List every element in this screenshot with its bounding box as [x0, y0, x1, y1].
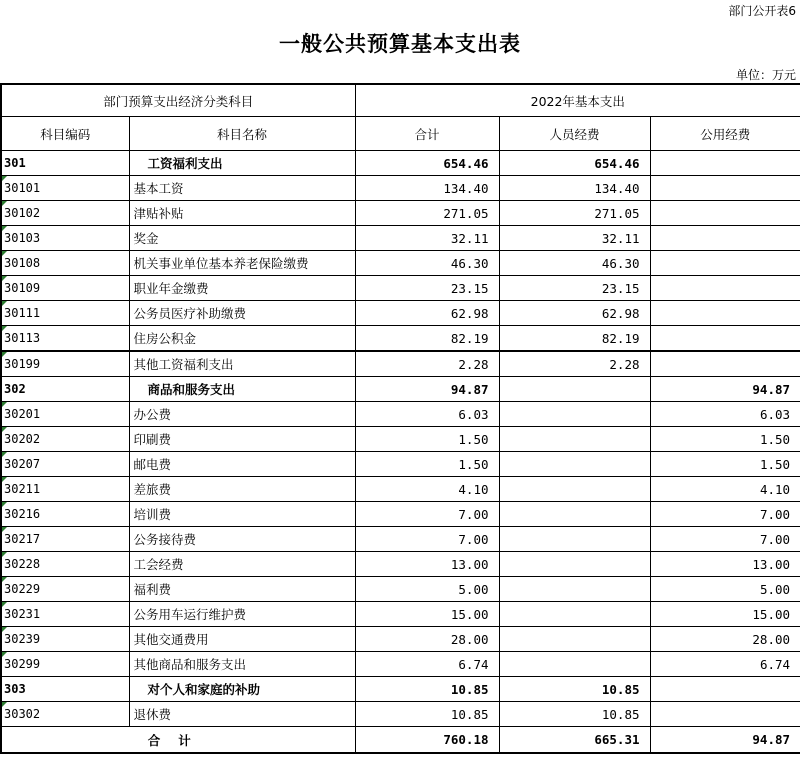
row-total: 15.00 — [355, 602, 499, 627]
cell-marker-icon — [2, 502, 7, 507]
row-code: 30302 — [1, 702, 129, 727]
row-code: 30217 — [1, 527, 129, 552]
row-code: 30108 — [1, 251, 129, 276]
row-code: 30111 — [1, 301, 129, 326]
row-name: 邮电费 — [129, 452, 355, 477]
cell-marker-icon — [2, 326, 7, 331]
row-total: 23.15 — [355, 276, 499, 301]
cell-marker-icon — [2, 652, 7, 657]
cell-marker-icon — [2, 552, 7, 557]
row-personnel: 46.30 — [499, 251, 650, 276]
row-total: 6.03 — [355, 402, 499, 427]
cell-marker-icon — [2, 427, 7, 432]
cell-marker-icon — [2, 452, 7, 457]
row-total: 2.28 — [355, 351, 499, 377]
row-personnel — [499, 627, 650, 652]
row-code: 30299 — [1, 652, 129, 677]
row-total: 94.87 — [355, 377, 499, 402]
row-public — [650, 251, 800, 276]
header-total: 合计 — [355, 117, 499, 151]
row-name: 差旅费 — [129, 477, 355, 502]
row-public — [650, 677, 800, 702]
header-public: 公用经费 — [650, 117, 800, 151]
row-name: 其他工资福利支出 — [129, 351, 355, 377]
row-total: 1.50 — [355, 452, 499, 477]
category-row — [1, 151, 800, 176]
row-public: 7.00 — [650, 502, 800, 527]
table-row — [1, 326, 800, 352]
total-label: 合计 — [1, 727, 355, 754]
row-name: 福利费 — [129, 577, 355, 602]
row-code: 30207 — [1, 452, 129, 477]
row-personnel — [499, 377, 650, 402]
row-code: 30231 — [1, 602, 129, 627]
row-personnel: 82.19 — [499, 326, 650, 352]
row-total: 7.00 — [355, 527, 499, 552]
row-code: 303 — [1, 677, 129, 702]
row-code: 30109 — [1, 276, 129, 301]
row-name: 工会经费 — [129, 552, 355, 577]
row-personnel — [499, 577, 650, 602]
row-total: 28.00 — [355, 627, 499, 652]
row-code: 302 — [1, 377, 129, 402]
table-row — [1, 251, 800, 276]
row-public: 94.87 — [650, 377, 800, 402]
category-row — [1, 377, 800, 402]
row-total: 62.98 — [355, 301, 499, 326]
row-public — [650, 176, 800, 201]
row-public: 13.00 — [650, 552, 800, 577]
row-public — [650, 326, 800, 352]
table-row — [1, 201, 800, 226]
header-code: 科目编码 — [1, 117, 129, 151]
table-row — [1, 301, 800, 326]
row-name: 住房公积金 — [129, 326, 355, 352]
row-code: 301 — [1, 151, 129, 176]
row-code: 30103 — [1, 226, 129, 251]
table-row — [1, 402, 800, 427]
row-name: 商品和服务支出 — [129, 377, 355, 402]
row-name: 其他商品和服务支出 — [129, 652, 355, 677]
table-row — [1, 477, 800, 502]
row-public — [650, 351, 800, 377]
row-name: 公务用车运行维护费 — [129, 602, 355, 627]
table-row — [1, 276, 800, 301]
row-code: 30239 — [1, 627, 129, 652]
table-row — [1, 627, 800, 652]
row-total: 7.00 — [355, 502, 499, 527]
row-code: 30113 — [1, 326, 129, 352]
row-name: 公务接待费 — [129, 527, 355, 552]
table-row — [1, 502, 800, 527]
row-public — [650, 702, 800, 727]
row-personnel: 10.85 — [499, 677, 650, 702]
row-name: 公务员医疗补助缴费 — [129, 301, 355, 326]
row-public — [650, 276, 800, 301]
row-total: 134.40 — [355, 176, 499, 201]
row-personnel: 271.05 — [499, 201, 650, 226]
row-personnel — [499, 602, 650, 627]
row-total: 10.85 — [355, 677, 499, 702]
row-code: 30202 — [1, 427, 129, 452]
cell-marker-icon — [2, 276, 7, 281]
row-personnel: 2.28 — [499, 351, 650, 377]
row-total: 6.74 — [355, 652, 499, 677]
total-personnel: 665.31 — [499, 727, 650, 754]
row-personnel — [499, 427, 650, 452]
row-code: 30228 — [1, 552, 129, 577]
row-personnel — [499, 527, 650, 552]
table-body — [1, 151, 800, 727]
row-total: 13.00 — [355, 552, 499, 577]
table-row — [1, 552, 800, 577]
row-personnel — [499, 502, 650, 527]
row-personnel: 134.40 — [499, 176, 650, 201]
category-row — [1, 677, 800, 702]
row-personnel: 23.15 — [499, 276, 650, 301]
row-name: 奖金 — [129, 226, 355, 251]
row-name: 工资福利支出 — [129, 151, 355, 176]
header-personnel: 人员经费 — [499, 117, 650, 151]
row-public — [650, 226, 800, 251]
cell-marker-icon — [2, 527, 7, 532]
budget-table — [0, 83, 800, 754]
row-name: 培训费 — [129, 502, 355, 527]
row-personnel — [499, 477, 650, 502]
row-total: 1.50 — [355, 427, 499, 452]
table-row — [1, 577, 800, 602]
row-total: 4.10 — [355, 477, 499, 502]
table-row — [1, 452, 800, 477]
table-row — [1, 427, 800, 452]
table-header-row-2 — [1, 117, 800, 151]
row-public — [650, 151, 800, 176]
row-public: 1.50 — [650, 427, 800, 452]
row-personnel: 62.98 — [499, 301, 650, 326]
row-name: 基本工资 — [129, 176, 355, 201]
cell-marker-icon — [2, 352, 7, 357]
cell-marker-icon — [2, 301, 7, 306]
row-personnel — [499, 452, 650, 477]
row-code: 30101 — [1, 176, 129, 201]
row-name: 办公费 — [129, 402, 355, 427]
row-name: 津贴补贴 — [129, 201, 355, 226]
header-name: 科目名称 — [129, 117, 355, 151]
row-name: 印刷费 — [129, 427, 355, 452]
row-name: 其他交通费用 — [129, 627, 355, 652]
cell-marker-icon — [2, 702, 7, 707]
cell-marker-icon — [2, 176, 7, 181]
row-public: 7.00 — [650, 527, 800, 552]
row-code: 30199 — [1, 351, 129, 377]
row-public: 28.00 — [650, 627, 800, 652]
cell-marker-icon — [2, 477, 7, 482]
table-header-row-1 — [1, 84, 800, 117]
row-code: 30211 — [1, 477, 129, 502]
row-personnel: 32.11 — [499, 226, 650, 251]
row-personnel — [499, 402, 650, 427]
cell-marker-icon — [2, 201, 7, 206]
row-total: 5.00 — [355, 577, 499, 602]
cell-marker-icon — [2, 627, 7, 632]
table-row — [1, 226, 800, 251]
row-public: 4.10 — [650, 477, 800, 502]
row-code: 30102 — [1, 201, 129, 226]
row-name: 退休费 — [129, 702, 355, 727]
header-category: 部门预算支出经济分类科目 — [1, 84, 355, 117]
unit-label: 单位：万元 — [735, 68, 796, 82]
cell-marker-icon — [2, 602, 7, 607]
table-row — [1, 702, 800, 727]
cell-marker-icon — [2, 577, 7, 582]
table-row — [1, 351, 800, 377]
row-public — [650, 301, 800, 326]
row-personnel: 654.46 — [499, 151, 650, 176]
row-personnel — [499, 552, 650, 577]
table-row — [1, 652, 800, 677]
row-public: 6.03 — [650, 402, 800, 427]
total-public: 94.87 — [650, 727, 800, 754]
row-total: 46.30 — [355, 251, 499, 276]
row-total: 271.05 — [355, 201, 499, 226]
row-name: 对个人和家庭的补助 — [129, 677, 355, 702]
row-public: 15.00 — [650, 602, 800, 627]
total-amount: 760.18 — [355, 727, 499, 754]
cell-marker-icon — [2, 251, 7, 256]
table-row — [1, 527, 800, 552]
row-total: 82.19 — [355, 326, 499, 352]
cell-marker-icon — [2, 226, 7, 231]
row-total: 32.11 — [355, 226, 499, 251]
row-personnel: 10.85 — [499, 702, 650, 727]
total-row — [1, 727, 800, 754]
page-title: 一般公共预算基本支出表 — [279, 32, 521, 56]
row-name: 机关事业单位基本养老保险缴费 — [129, 251, 355, 276]
row-public: 5.00 — [650, 577, 800, 602]
cell-marker-icon — [2, 402, 7, 407]
row-public: 1.50 — [650, 452, 800, 477]
row-code: 30216 — [1, 502, 129, 527]
table-row — [1, 176, 800, 201]
row-code: 30201 — [1, 402, 129, 427]
row-total: 10.85 — [355, 702, 499, 727]
row-total: 654.46 — [355, 151, 499, 176]
row-public — [650, 201, 800, 226]
row-code: 30229 — [1, 577, 129, 602]
header-basic-expenditure: 2022年基本支出 — [355, 84, 800, 117]
row-personnel — [499, 652, 650, 677]
form-number: 部门公开表6 — [728, 4, 796, 18]
row-public: 6.74 — [650, 652, 800, 677]
row-name: 职业年金缴费 — [129, 276, 355, 301]
table-row — [1, 602, 800, 627]
